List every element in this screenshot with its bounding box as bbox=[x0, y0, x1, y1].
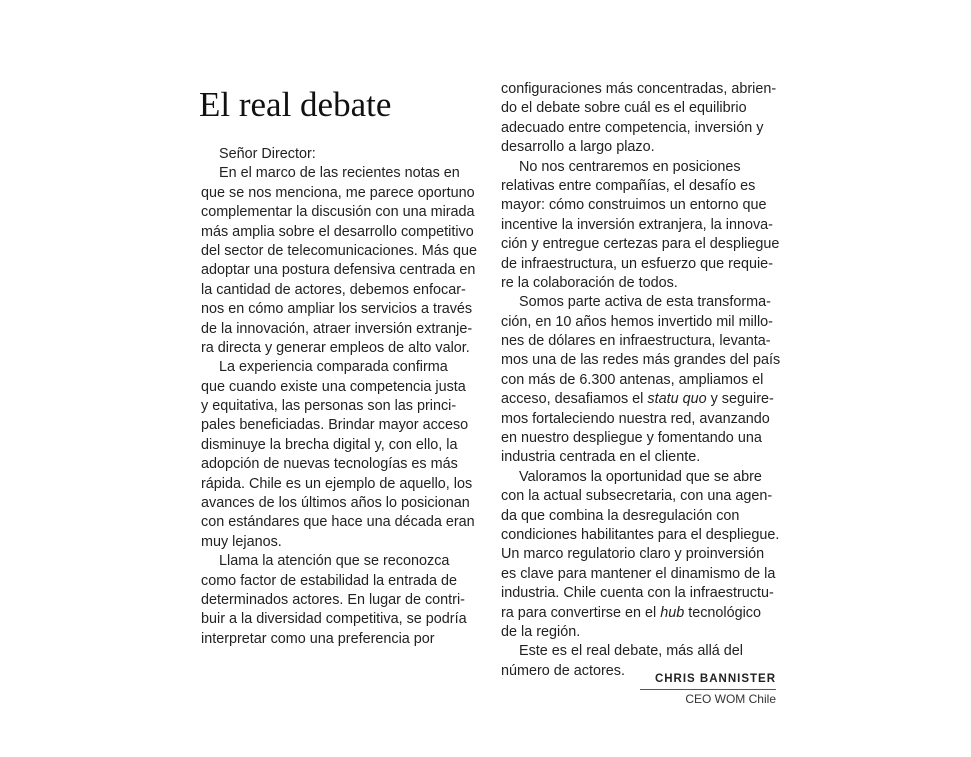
text-line: Valoramos la oportunidad que se abre bbox=[519, 468, 762, 485]
text-line: avances de los últimos años lo posicionan bbox=[201, 495, 470, 512]
signature-name: CHRIS BANNISTER bbox=[654, 673, 776, 685]
text-line: nes de dólares en infraestructura, levanta- bbox=[501, 333, 771, 350]
text-line: pales beneficiadas. Brindar mayor acceso bbox=[201, 417, 469, 434]
text-line: de infraestructura, un esfuerzo que requie- bbox=[501, 255, 773, 272]
italic-term: statu quo bbox=[647, 391, 707, 408]
text-line: mos una de las redes más grandes del país bbox=[501, 352, 781, 369]
text-line: en nuestro despliegue y fomentando una bbox=[501, 430, 762, 447]
text-line: y equitativa, las personas son las princi- bbox=[201, 398, 457, 415]
text-line: adopción de nuevas tecnologías es más bbox=[201, 456, 458, 473]
text-line: La experiencia comparada confirma bbox=[219, 359, 448, 376]
left-column bbox=[201, 145, 483, 649]
text-line: ción, en 10 años hemos invertido mil millo- bbox=[501, 313, 773, 330]
text-line: Un marco regulatorio claro y proinversión bbox=[501, 546, 765, 563]
italic-term: hub bbox=[660, 604, 685, 621]
text-line: la cantidad de actores, debemos enfocar- bbox=[201, 281, 466, 298]
text-line: Somos parte activa de esta transforma- bbox=[519, 294, 771, 311]
text-line: muy lejanos. bbox=[201, 533, 282, 550]
signature-divider bbox=[640, 689, 776, 690]
text-line: determinados actores. En lugar de contri- bbox=[201, 591, 465, 608]
text-line: es clave para mantener el dinamismo de la bbox=[501, 565, 776, 582]
text-line: mayor: cómo construimos un entorno que bbox=[501, 197, 767, 214]
text-line: En el marco de las recientes notas en bbox=[219, 165, 460, 182]
salutation: Señor Director: bbox=[219, 146, 316, 162]
text-line: nos en cómo ampliar los servicios a través bbox=[201, 301, 473, 318]
text-line: interpretar como una preferencia por bbox=[201, 630, 435, 647]
text-line: que cuando existe una competencia justa bbox=[201, 378, 466, 395]
text-line: del sector de telecomunicaciones. Más que bbox=[201, 242, 477, 259]
text-line: industria centrada en el cliente. bbox=[501, 449, 701, 466]
text-line: desarrollo a largo plazo. bbox=[501, 139, 655, 156]
text-line: rápida. Chile es un ejemplo de aquello, los bbox=[201, 475, 473, 492]
text-line: configuraciones más concentradas, abrien- bbox=[501, 81, 777, 97]
text-line: Este es el real debate, más allá del bbox=[519, 643, 743, 660]
text-line: como factor de estabilidad la entrada de bbox=[201, 572, 457, 589]
text-line: de la región. bbox=[501, 623, 581, 640]
left-column-lines bbox=[201, 164, 483, 649]
text-line: de la innovación, atraer inversión extranje- bbox=[201, 320, 473, 337]
text-line: relativas entre compañías, el desafío es bbox=[501, 177, 756, 194]
text-line: con más de 6.300 antenas, ampliamos el bbox=[501, 371, 764, 388]
text-line: con estándares que hace una década eran bbox=[201, 514, 475, 531]
text-line: buir a la diversidad competitiva, se podría bbox=[201, 611, 467, 628]
text-line: número de actores. bbox=[501, 662, 625, 679]
text-line: condiciones habilitantes para el despliegue. bbox=[501, 526, 780, 543]
text-line: ra para convertirse en el hub tecnológico bbox=[501, 604, 762, 621]
text-line: adecuado entre competencia, inversión y bbox=[501, 119, 764, 136]
right-column-lines bbox=[501, 80, 781, 681]
text-line: da que combina la desregulación con bbox=[501, 507, 740, 524]
text-line: ción y entregue certezas para el despliegue bbox=[501, 236, 780, 253]
text-line: do el debate sobre cuál es el equilibrio bbox=[501, 100, 747, 117]
text-line: que se nos menciona, me parece oportuno bbox=[201, 184, 475, 201]
text-line: ra directa y generar empleos de alto valor. bbox=[201, 339, 470, 356]
text-line: No nos centraremos en posiciones bbox=[519, 158, 741, 175]
text-line: incentive la inversión extranjera, la innova- bbox=[501, 216, 773, 233]
text-line: disminuye la brecha digital y, con ello, la bbox=[201, 436, 458, 453]
text-line: industria. Chile cuenta con la infraestructu- bbox=[501, 585, 774, 602]
text-line: acceso, desafiamos el statu quo y seguire- bbox=[501, 391, 774, 408]
signature-role: CEO WOM Chile bbox=[685, 692, 776, 706]
text-line: complementar la discusión con una mirada bbox=[201, 204, 475, 221]
text-line: Llama la atención que se reconozca bbox=[219, 553, 450, 570]
text-line: mos fortaleciendo nuestra red, avanzando bbox=[501, 410, 770, 427]
text-line: adoptar una postura defensiva centrada en bbox=[201, 262, 476, 279]
headline: El real debate bbox=[199, 85, 392, 124]
text-line: más amplia sobre el desarrollo competitivo bbox=[201, 223, 474, 240]
text-line: re la colaboración de todos. bbox=[501, 274, 678, 291]
right-column bbox=[501, 80, 781, 681]
text-line: con la actual subsecretaria, con una agen- bbox=[501, 488, 773, 505]
